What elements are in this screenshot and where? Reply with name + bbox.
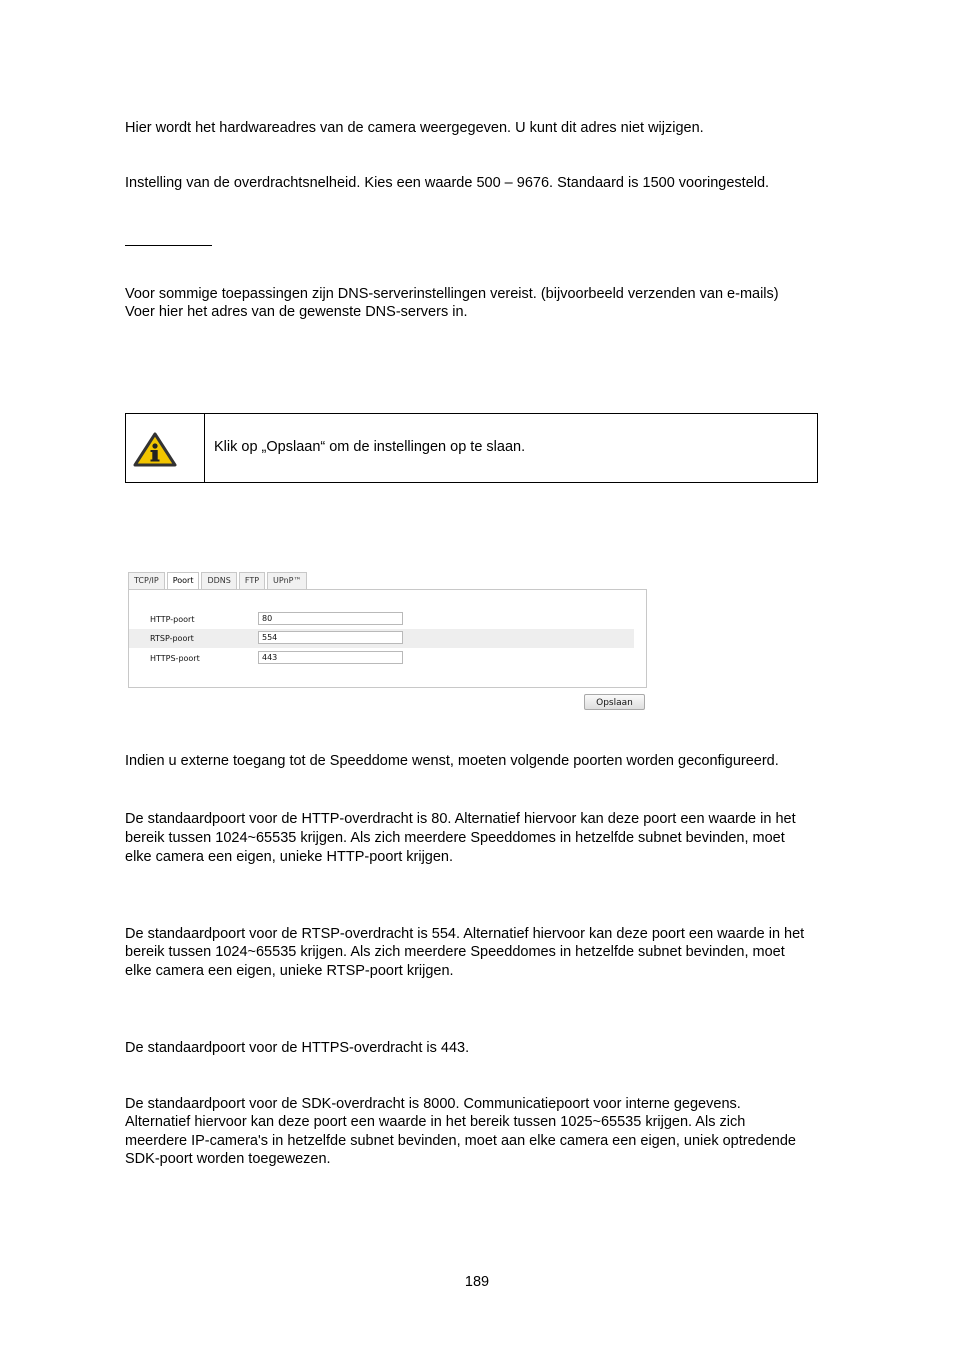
http-port-input[interactable]: 80	[258, 612, 403, 625]
info-note-box	[125, 413, 818, 483]
sdk-description-line-4: SDK-poort worden toegewezen.	[125, 1151, 331, 1167]
https-port-label: HTTPS-poort	[150, 654, 200, 663]
tab-upnp[interactable]: UPnP™	[267, 572, 307, 589]
sdk-description-line-1: De standaardpoort voor de SDK-overdracht is 8000. Communicatiepoort voor interne gegevens.	[125, 1096, 741, 1112]
mac-description: Hier wordt het hardwareadres van de camera weergegeven. U kunt dit adres niet wijzigen.	[125, 120, 704, 136]
tab-poort[interactable]: Poort	[167, 572, 200, 591]
tab-tcpip[interactable]: TCP/IP	[128, 572, 165, 589]
sdk-description-line-2: Alternatief hiervoor kan deze poort een waarde in het bereik tussen 1025~65535 krijgen. Als zich	[125, 1114, 746, 1130]
port-settings-screenshot	[125, 570, 655, 718]
dns-description-line-1: Voor sommige toepassingen zijn DNS-serverinstellingen vereist. (bijvoorbeeld verzenden van e-mails)	[125, 286, 779, 302]
tab-ddns[interactable]: DDNS	[201, 572, 236, 589]
http-port-row	[129, 610, 634, 629]
settings-tabs	[128, 572, 309, 590]
note-icon-cell	[126, 414, 205, 482]
https-port-row	[129, 649, 634, 668]
https-port-input[interactable]: 443	[258, 651, 403, 664]
external-access-description: Indien u externe toegang tot de Speeddome wenst, moeten volgende poorten worden geconfigureerd.	[125, 753, 779, 769]
rtsp-description-line-2: bereik tussen 1024~65535 krijgen. Als zich meerdere Speeddomes in hetzelfde subnet bevinden, moet	[125, 944, 785, 960]
http-port-label: HTTP-poort	[150, 615, 195, 624]
http-description-line-3: elke camera een eigen, unieke HTTP-poort krijgen.	[125, 849, 454, 865]
rtsp-port-row	[129, 629, 634, 648]
http-description-line-1: De standaardpoort voor de HTTP-overdracht is 80. Alternatief hiervoor kan deze poort een waarde in het	[125, 811, 796, 827]
http-description-line-2: bereik tussen 1024~65535 krijgen. Als zich meerdere Speeddomes in hetzelfde subnet bevinden, moet	[125, 830, 785, 846]
port-settings-panel	[128, 589, 647, 688]
sdk-description-line-3: meerdere IP-camera's in hetzelfde subnet bevinden, moet aan elke camera een eigen, uniek optredende	[125, 1133, 796, 1149]
save-button[interactable]: Opslaan	[584, 694, 645, 710]
tab-ftp[interactable]: FTP	[239, 572, 265, 589]
dns-description-line-2: Voer hier het adres van de gewenste DNS-servers in.	[125, 304, 468, 320]
info-warning-icon	[133, 432, 177, 468]
rtsp-port-input[interactable]: 554	[258, 631, 403, 644]
rtsp-port-label: RTSP-poort	[150, 634, 194, 643]
mtu-description: Instelling van de overdrachtsnelheid. Kies een waarde 500 – 9676. Standaard is 1500 vooringesteld.	[125, 175, 770, 191]
https-description: De standaardpoort voor de HTTPS-overdracht is 443.	[125, 1040, 470, 1056]
section-underline	[125, 245, 212, 246]
rtsp-description-line-1: De standaardpoort voor de RTSP-overdracht is 554. Alternatief hiervoor kan deze poort een waarde in het	[125, 926, 805, 942]
rtsp-description-line-3: elke camera een eigen, unieke RTSP-poort krijgen.	[125, 963, 454, 979]
note-text: Klik op „Opslaan“ om de instellingen op te slaan.	[214, 439, 526, 455]
page-number: 189	[464, 1274, 490, 1290]
